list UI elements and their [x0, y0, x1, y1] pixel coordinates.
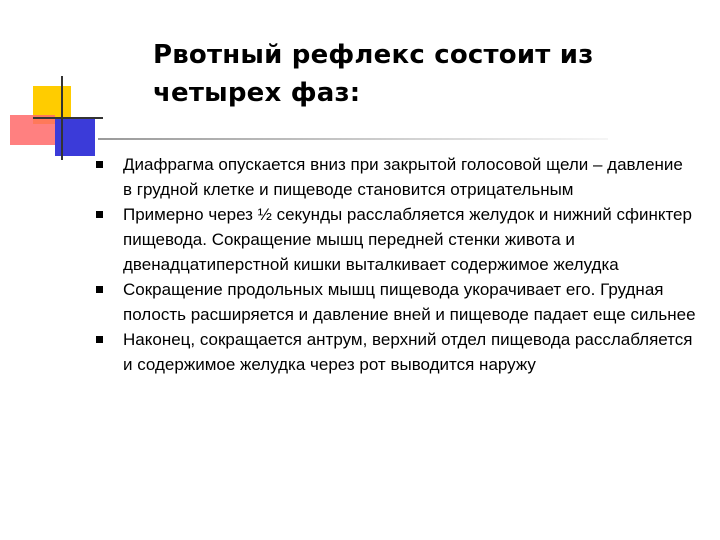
bullet-text: Наконец, сокращается антрум, верхний отдел пищевода расслабляется и содержимое желудка через рот выводится наружу [123, 330, 693, 374]
bullet-item [96, 327, 696, 377]
bullet-item [96, 202, 696, 277]
bullet-text: Диафрагма опускается вниз при закрытой голосовой щели – давление в грудной клетке и пищеводе становится отрицательным [123, 155, 683, 199]
decor-red-square [10, 115, 55, 145]
square-bullet-icon [96, 286, 103, 293]
square-bullet-icon [96, 211, 103, 218]
square-bullet-icon [96, 336, 103, 343]
square-bullet-icon [96, 161, 103, 168]
bullet-item [96, 277, 696, 327]
slide-title-line-1: Рвотный рефлекс состоит из [153, 40, 594, 70]
title-divider [98, 138, 608, 140]
slide-title-line-2: четырех фаз: [153, 78, 361, 108]
bullet-text: Примерно через ½ секунды расслабляется желудок и нижний сфинктер пищевода. Сокращение мышц передней стенки живота и двенадцатиперстной кишки выталкивает содержимое желудка [123, 205, 692, 274]
slide-title [153, 36, 693, 112]
decor-horizontal-line [33, 117, 103, 119]
bullet-list [96, 152, 696, 377]
bullet-text: Сокращение продольных мышц пищевода укорачивает его. Грудная полость расширяется и давление вней и пищеводе падает еще сильнее [123, 280, 696, 324]
bullet-item [96, 152, 696, 202]
